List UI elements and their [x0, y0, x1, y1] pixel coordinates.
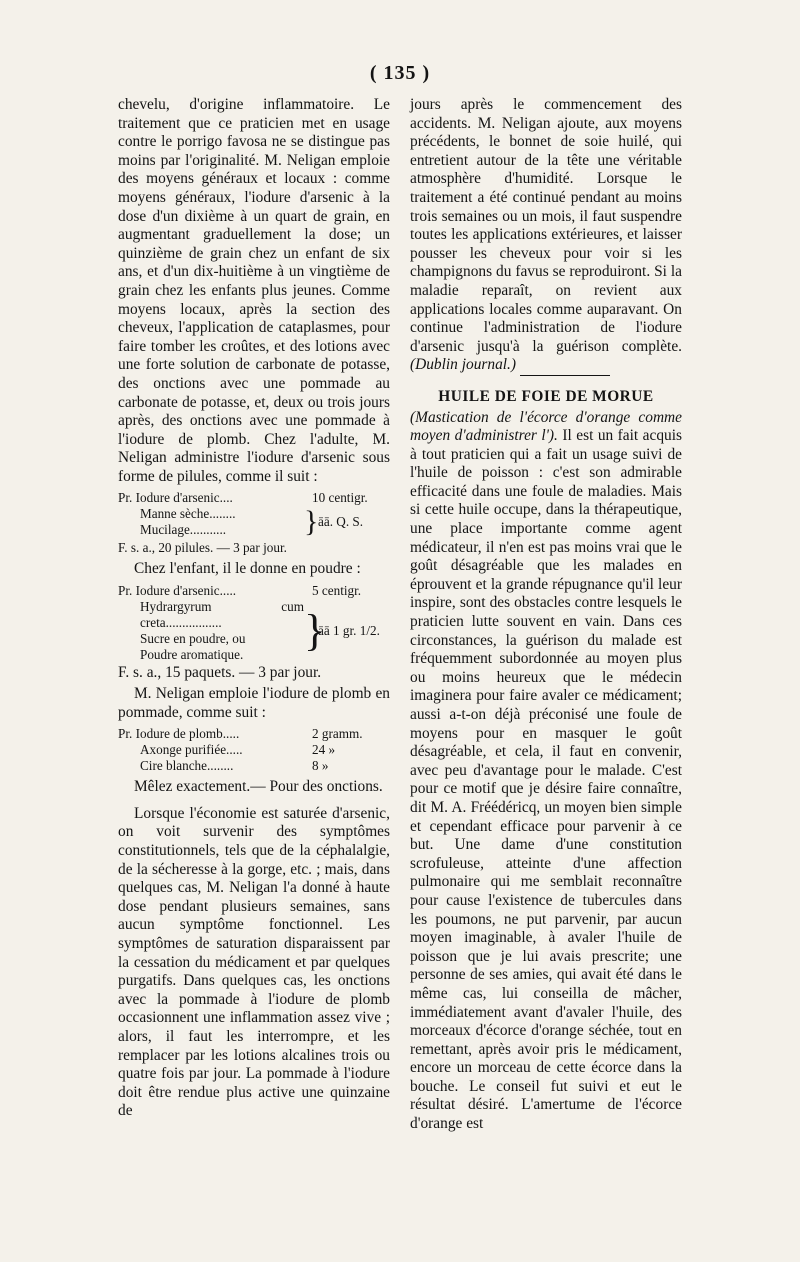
recipe-brace-group — [118, 506, 390, 538]
recipe-ingredient: Sucre en poudre, ou — [140, 631, 246, 647]
recipe-ingredient: Pr. Iodure d'arsenic..... — [118, 583, 237, 599]
left-paragraph-4: Mêlez exactement.— Pour des onctions. — [134, 778, 383, 796]
recipe-ingredient: Manne sèche........ — [140, 506, 236, 522]
recipe-instruction: F. s. a., 20 pilules. — 3 par jour. — [118, 540, 287, 556]
recipe-powder — [118, 583, 390, 681]
recipe-quantity: āā 1 gr. 1/2. — [318, 623, 380, 639]
left-paragraph-1: chevelu, d'origine inflammatoire. Le traitement que ce praticien met en usage contre le porrigo favosa ne se distingue pas moins par l'originalité. M. Neligan emploie des moyens généraux et locaux : comme moyens généraux, l'iodure d'arsenic à la dose d'un dixième à un quart de grain, en augmentant graduellement la dose; un quinzième de grain chez un enfant de six ans, et d'un dix-huitième à un vingtième de grain chez les enfants plus jeunes. Comme moyens locaux, après la section des cheveux, l'application de cataplasmes, pour faire tomber les croûtes, et des lotions avec une forte solution de carbonate de potasse, des onctions avec une pommade au carbonate de potasse, et, deux ou trois jours après, des onctions avec une pommade à l'iodure de plomb. Chez l'adulte, M. Neligan administre l'iodure d'arsenic sous forme de pilules, comme il suit : — [118, 96, 390, 485]
right-paragraph-1-text: jours après le commencement des accidents. M. Neligan ajoute, aux moyens précédents, le bonnet de soie huilé, qui entretient autour de la tête une véritable atmosphère d'humidité. Lorsque le traitement a été continué pendant au moins trois semaines ou un mois, il faut suspendre toutes les applications extérieures, et laisser pousser les cheveux pour voir si les champignons du favus se reproduiront. Si la maladie reparaît, on revient aux applications locales comme auparavant. On continue l'administration de l'iodure d'arsenic jusqu'à la guérison complète. — [410, 96, 682, 355]
recipe-ingredient: Pr. Iodure de plomb..... — [118, 726, 240, 742]
right-paragraph-1 — [410, 96, 682, 375]
right-paragraph-2-text: Il est un fait acquis à tout praticien qui a fait un usage suivi de l'huile de poisson : c'est son admirable efficacité dans une foule de maladies. Mais si cette huile occupe, dans la thérapeutique, une place importante comme agent médicateur, il n'en est pas moins vrai que le goût désagréable que les malades en éprouvent et la grande répugnance qu'il leur inspire, sont des obstacles contre lesquels le praticien lutte souvent en vain. Dans ces circonstances, la guérison du malade est fréquemment subordonnée au moyen plus ou moins heureux que le médecin imaginera pour faire avaler ce médicament; aussi a-t-on déjà préconisé une foule de moyens pour en masquer le goût désagréable, et cela, il faut en convenir, avec peu d'avantage pour le malade. C'est pour ce motif que je désire faire connaître, dit M. A. Fréédéricq, un moyen bien simple et cependant efficace pour parvenir à ce but. Une dame d'une constitution scrofuleuse, atteinte d'une affection pulmonaire qui me semblait reconnaître pour cause l'existence de tubercules dans les poumons, ne put parvenir, par aucun moyen imaginable, à avaler l'huile de poisson que je lui avais prescrite; une personne de ses amies, qui avait été dans le même cas, lui conseilla de mâcher, immédiatement avant d'avaler l'huile, des morceaux d'écorce d'orange séchée, tout en remettant, après avoir pris le médicament, encore un morceau de cette écorce dans la bouche. Le conseil fut suivi et eut le résultat désiré. L'amertume de l'écorce d'orange est — [410, 427, 682, 1133]
right-column — [410, 96, 682, 1134]
recipe-pills — [118, 490, 390, 556]
recipe-ingredient: Pr. Iodure d'arsenic.... — [118, 490, 233, 506]
recipe-brace-group — [118, 599, 390, 663]
recipe-line — [118, 583, 390, 599]
left-paragraph-3: M. Neligan emploie l'iodure de plomb en pommade, comme suit : — [118, 685, 390, 721]
recipe-quantity: āā. Q. S. — [318, 514, 364, 530]
recipe-ingredient: Axonge purifiée..... — [140, 742, 243, 758]
recipe-ingredient: Mucilage........... — [140, 522, 227, 538]
brace-symbol: } — [304, 606, 326, 656]
left-paragraph-2: Chez l'enfant, il le donne en poudre : — [134, 560, 361, 578]
left-paragraph-5: Lorsque l'économie est saturée d'arsenic, on voit survenir des symptômes constitutionnels, tels que de la céphalalgie, de la sécheresse à la gorge, etc. ; mais, dans quelques cas, M. Neligan l'a donné à haute dose pendant plusieurs semaines, sans aucun symptôme fonctionnel. Les symptômes de saturation disparaissent par la cessation du médicament et par quelques purgatifs. Dans quelques cas, les onctions avec la pommade à l'iodure de plomb occasionnent une inflammation assez vive ; alors, il faut les interrompre, et les remplacer par les lotions alcalines trois ou quatre fois par jour. La pommade à l'iodure doit être rendue plus active une quinzaine de — [118, 804, 390, 1120]
recipe-quantity: 24 » — [312, 742, 336, 758]
brace-symbol: } — [304, 505, 319, 539]
section-subtitle: (Mastication de l'écorce d'orange comme moyen d'administrer l'). — [410, 408, 682, 445]
recipe-line — [118, 742, 390, 758]
recipe-ingredient: Hydrargyrum cum creta................. — [140, 599, 304, 631]
left-column — [118, 96, 390, 1121]
recipe-line — [118, 490, 390, 506]
recipe-quantity: 5 centigr. — [312, 583, 362, 599]
recipe-line — [118, 758, 390, 774]
recipe-quantity: 10 centigr. — [312, 490, 368, 506]
section-heading: HUILE DE FOIE DE MORUE — [438, 387, 654, 405]
recipe-ointment — [118, 726, 390, 774]
right-paragraph-2 — [410, 409, 682, 1134]
recipe-instruction: F. s. a., 15 paquets. — 3 par jour. — [118, 664, 322, 682]
recipe-ingredient: Cire blanche........ — [140, 758, 234, 774]
recipe-line — [118, 726, 390, 742]
recipe-quantity: 8 » — [312, 758, 329, 774]
source-citation: (Dublin journal.) — [410, 356, 517, 374]
page-number: ( 135 ) — [369, 62, 431, 84]
recipe-quantity: 2 gramm. — [312, 726, 363, 742]
recipe-ingredient: Poudre aromatique. — [140, 647, 244, 663]
section-divider — [520, 375, 610, 376]
